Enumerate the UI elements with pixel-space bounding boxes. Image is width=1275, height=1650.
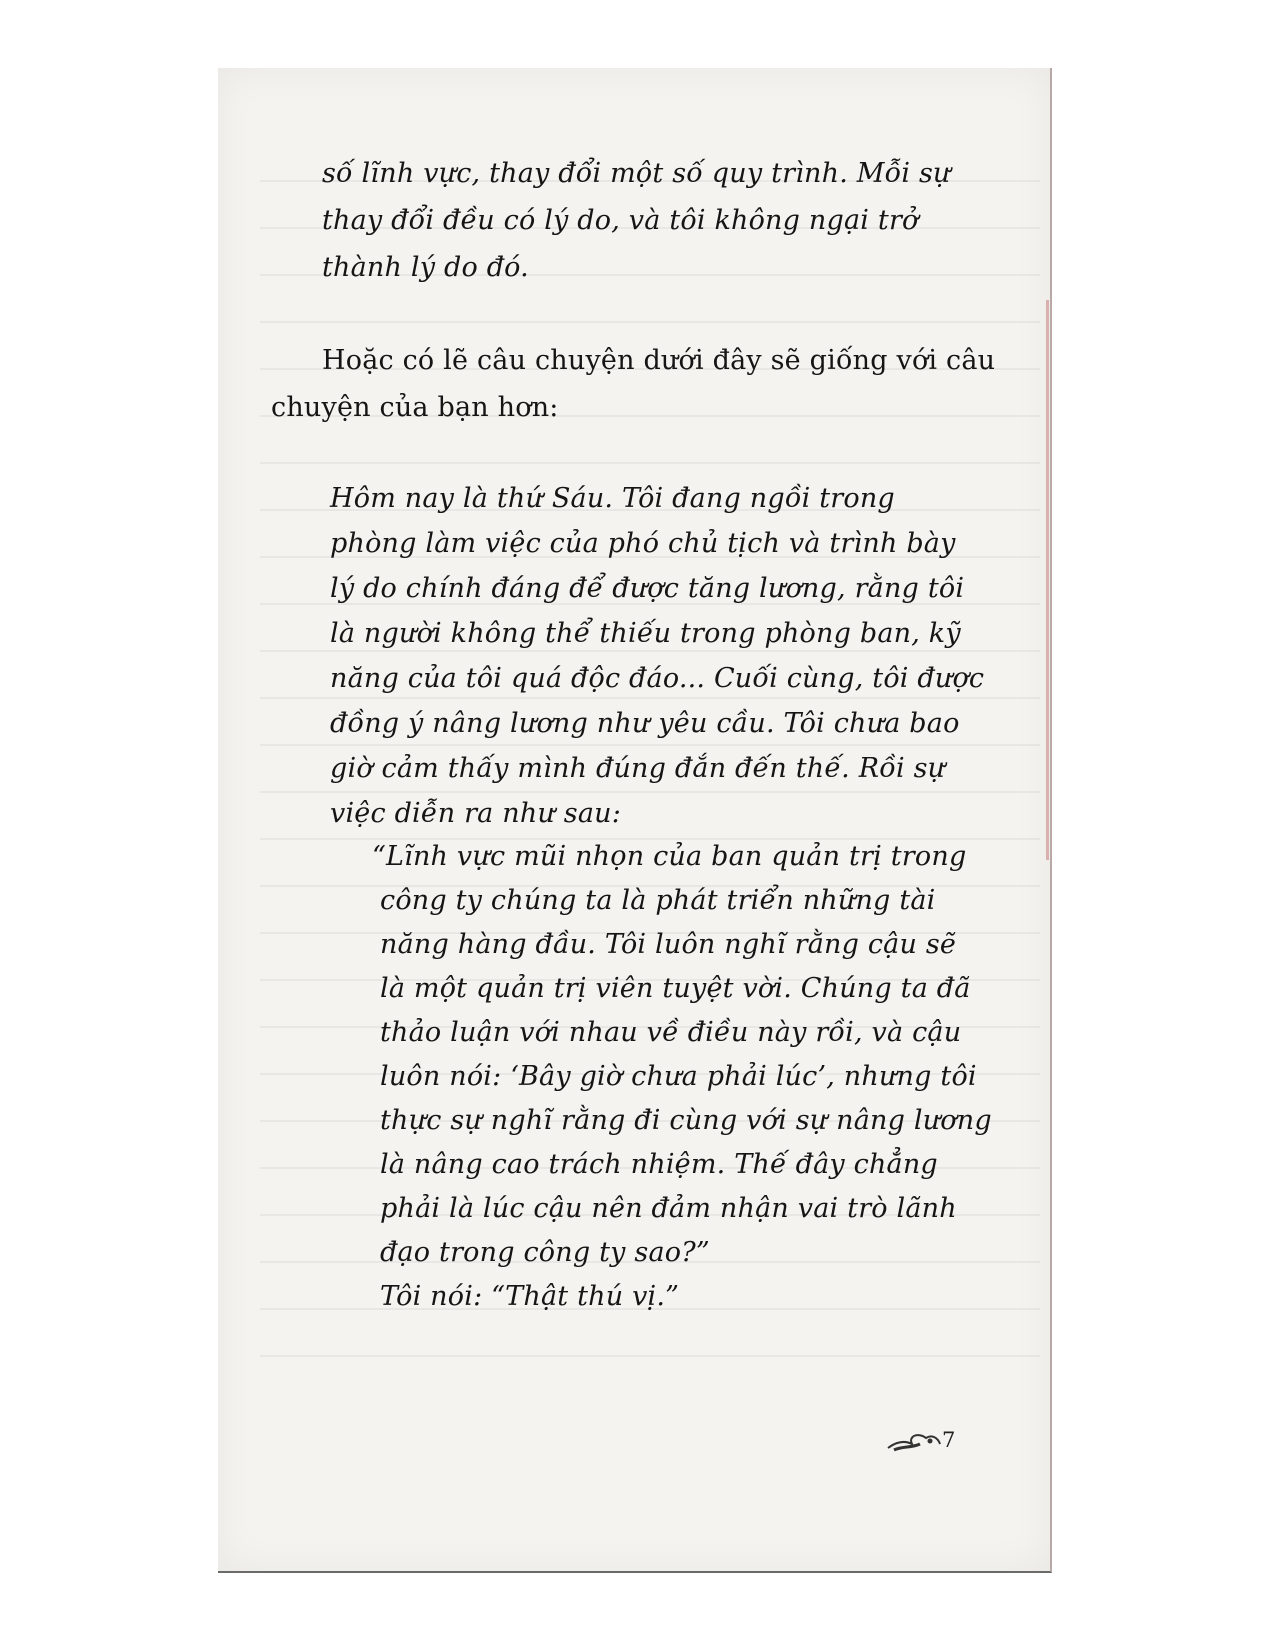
- body-line: Hoặc có lẽ câu chuyện dưới đây sẽ giống với câu: [322, 345, 996, 376]
- body-line: chuyện của bạn hơn:: [271, 392, 559, 423]
- quote-line: “Lĩnh vực mũi nhọn của ban quản trị trong: [372, 841, 967, 872]
- quote-line: thảo luận với nhau về điều này rồi, và cậu: [380, 1017, 962, 1048]
- quote-line: năng hàng đầu. Tôi luôn nghĩ rằng cậu sẽ: [380, 929, 957, 960]
- body-line: việc diễn ra như sau:: [330, 798, 622, 829]
- body-line: thành lý do đó.: [322, 252, 529, 283]
- closing-line: Tôi nói: “Thật thú vị.”: [380, 1281, 680, 1312]
- quote-line: luôn nói: ‘Bây giờ chưa phải lúc’, nhưng tôi: [380, 1061, 977, 1092]
- quote-line: là nâng cao trách nhiệm. Thế đây chẳng: [380, 1149, 938, 1180]
- quote-line: là một quản trị viên tuyệt vời. Chúng ta đã: [380, 973, 971, 1004]
- quote-line: công ty chúng ta là phát triển những tài: [380, 885, 936, 916]
- page-number: 7: [942, 1428, 956, 1452]
- quote-line: thực sự nghĩ rằng đi cùng với sự nâng lương: [380, 1105, 992, 1136]
- leaf-ornament-icon: [886, 1428, 942, 1456]
- body-line: đồng ý nâng lương như yêu cầu. Tôi chưa bao: [330, 708, 960, 739]
- body-line: số lĩnh vực, thay đổi một số quy trình. Mỗi sự: [322, 158, 951, 189]
- body-line: giờ cảm thấy mình đúng đắn đến thế. Rồi sự: [330, 753, 946, 784]
- quote-line: đạo trong công ty sao?”: [380, 1237, 710, 1268]
- body-line: thay đổi đều có lý do, và tôi không ngại trở: [322, 205, 919, 236]
- body-line: phòng làm việc của phó chủ tịch và trình bày: [330, 528, 956, 559]
- page-edge: [1046, 300, 1049, 860]
- body-line: năng của tôi quá độc đáo... Cuối cùng, tôi được: [330, 663, 985, 694]
- body-line: là người không thể thiếu trong phòng ban, kỹ: [330, 618, 961, 649]
- body-line: Hôm nay là thứ Sáu. Tôi đang ngồi trong: [330, 483, 895, 514]
- quote-line: phải là lúc cậu nên đảm nhận vai trò lãnh: [380, 1193, 957, 1224]
- body-line: lý do chính đáng để được tăng lương, rằng tôi: [330, 573, 965, 604]
